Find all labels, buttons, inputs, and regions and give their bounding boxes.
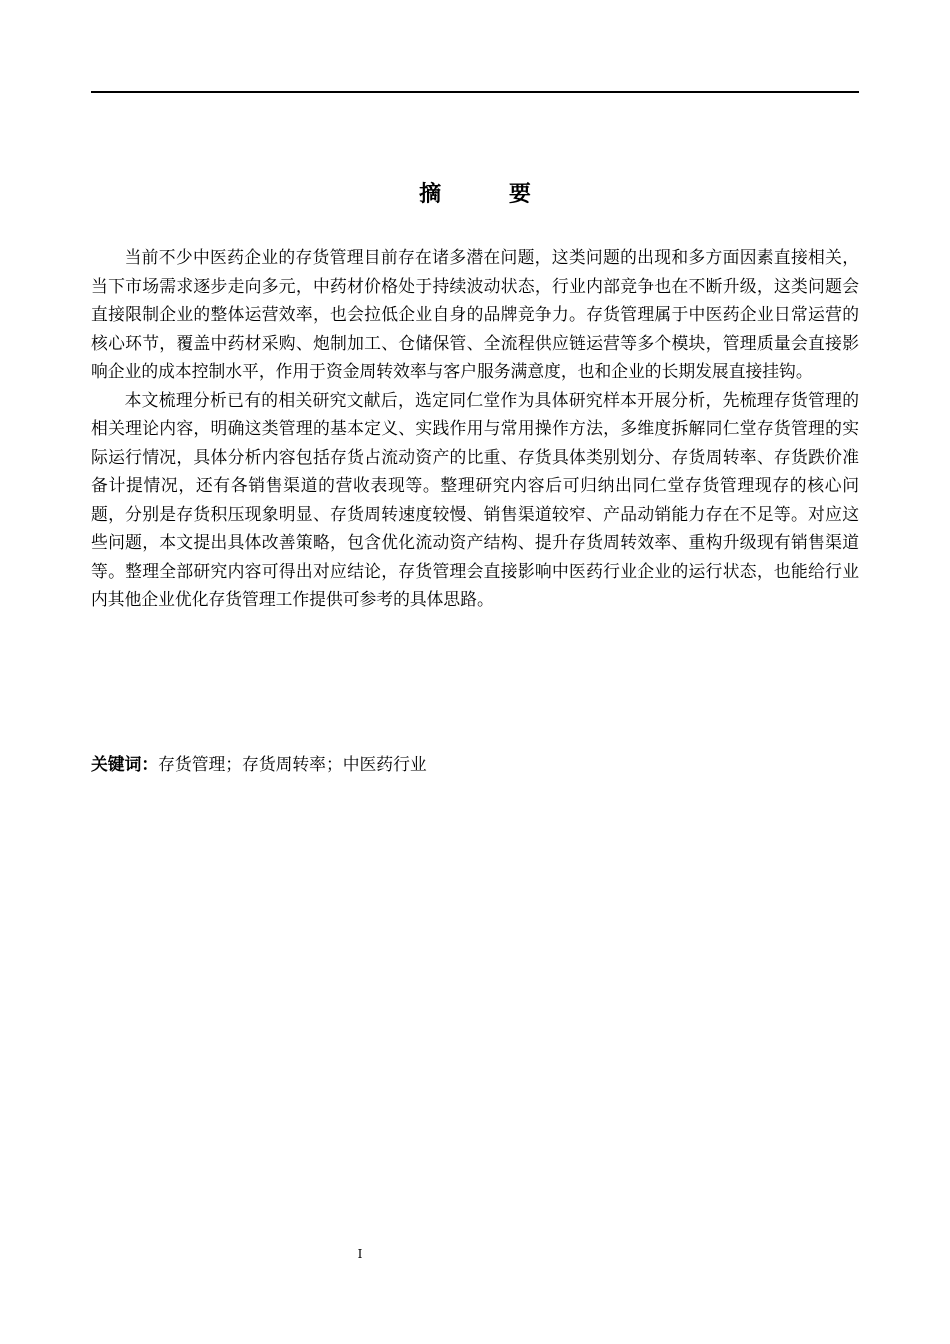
abstract-paragraph-1: 当前不少中医药企业的存货管理目前存在诸多潜在问题，这类问题的出现和多方面因素直接相关，当下市场需求逐步走向多元，中药材价格处于持续波动状态，行业内部竞争也在不断升级，这类问题会直接限制企业的整体运营效率，也会拉低企业自身的品牌竞争力。存货管理属于中医药企业日常运营的核心环节，覆盖中药材采购、炮制加工、仓储保管、全流程供应链运营等多个模块，管理质量会直接影响企业的成本控制水平，作用于资金周转效率与客户服务满意度，也和企业的长期发展直接挂钩。 [91,247,859,381]
page-number: I [357,1247,363,1261]
abstract-title: 摘 要 [419,182,561,207]
keywords-list: 存货管理；存货周转率；中医药行业 [158,754,427,774]
abstract-paragraph-2: 本文梳理分析已有的相关研究文献后，选定同仁堂作为具体研究样本开展分析，先梳理存货管理的相关理论内容，明确这类管理的基本定义、实践作用与常用操作方法，多维度拆解同仁堂存货管理的实际运行情况，具体分析内容包括存货占流动资产的比重、存货具体类别划分、存货周转率、存货跌价准备计提情况，还有各销售渠道的营收表现等。整理研究内容后可归纳出同仁堂存货管理现存的核心问题，分别是存货积压现象明显、存货周转速度较慢、销售渠道较窄、产品动销能力存在不足等。对应这些问题，本文提出具体改善策略，包含优化流动资产结构、提升存货周转效率、重构升级现有销售渠道等。整理全部研究内容可得出对应结论，存货管理会直接影响中医药行业企业的运行状态，也能给行业内其他企业优化存货管理工作提供可参考的具体思路。 [91,389,859,609]
keywords-line [91,750,859,779]
abstract-body [91,243,859,614]
keywords-label: 关键词： [91,754,159,774]
header-rule [91,91,859,93]
